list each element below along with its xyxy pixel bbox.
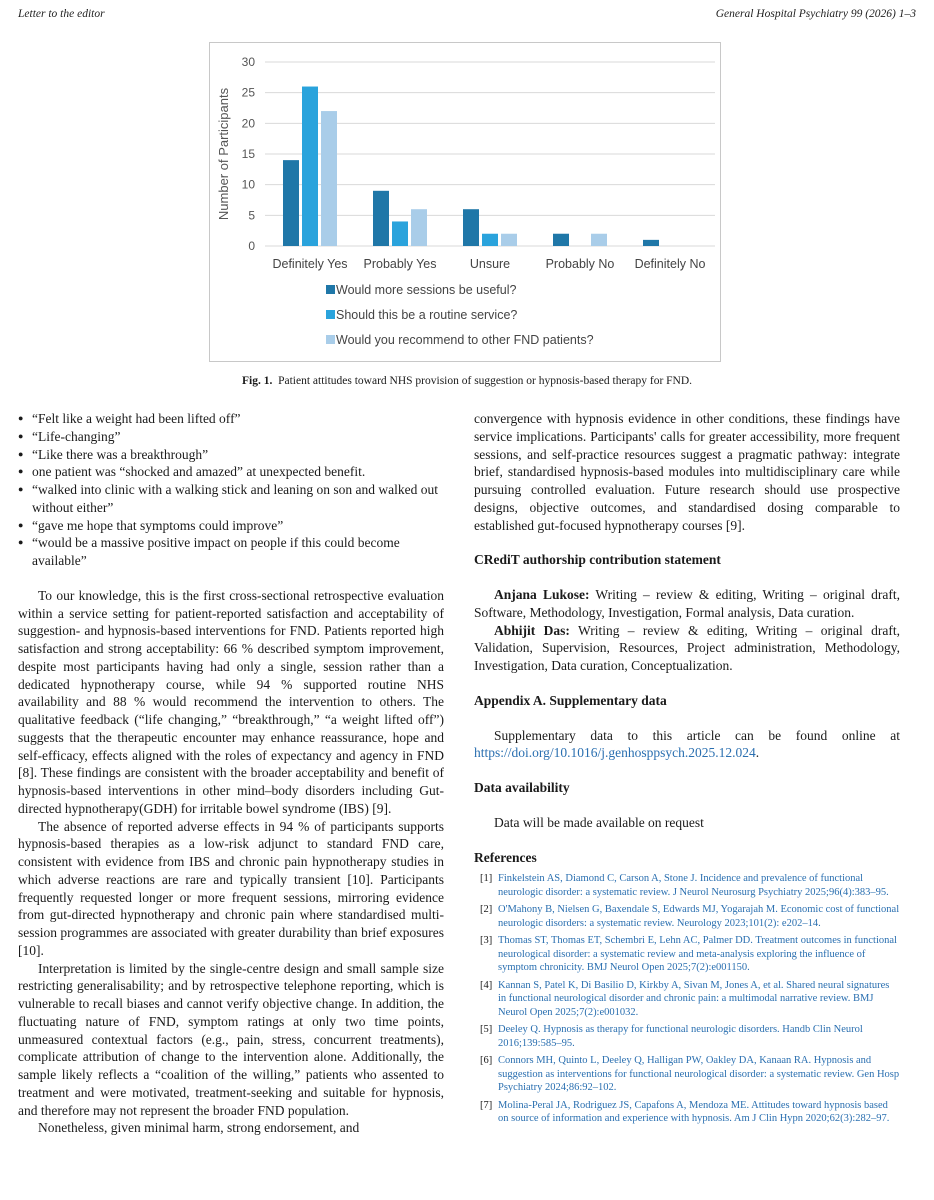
- supplementary-link[interactable]: https://doi.org/10.1016/j.genhosppsych.2025.12.024: [474, 745, 756, 761]
- data-availability-heading: Data availability: [474, 780, 570, 795]
- reference-text[interactable]: Connors MH, Quinto L, Deeley Q, Halligan PW, Oakley DA, Kanaan RA. Hypnosis and suggestion as interventions for functional neurological disorder: a systematic review. Gen Hosp Psychiatry 2024;86:92–102.: [498, 1055, 900, 1094]
- bar: [321, 111, 337, 246]
- appendix-text: Supplementary data to this article can be found online at https://doi.org/10.1016/j.genhosppsych.2025.12.024.: [474, 727, 900, 761]
- reference-item[interactable]: [474, 1099, 900, 1126]
- running-header: [18, 8, 916, 24]
- journal-citation: General Hospital Psychiatry 99 (2026) 1–3: [715, 8, 916, 20]
- reference-text[interactable]: O'Mahony B, Nielsen G, Baxendale S, Edwards MJ, Yogarajah M. Economic cost of functional neurologic disorders: a systematic review. Neurology 2023;101(2): e202–14.: [498, 904, 900, 929]
- quote-item: ● “Felt like a weight had been lifted off”: [18, 410, 444, 428]
- credit-heading: CRediT authorship contribution statement: [474, 552, 721, 568]
- figure-caption-text: Patient attitudes toward NHS provision of suggestion or hypnosis-based therapy for FND.: [278, 375, 693, 387]
- author-contribution-2: [474, 622, 900, 675]
- y-tick-label: 25: [241, 85, 255, 100]
- reference-number: [4]: [480, 979, 493, 991]
- author-name: Abhijit Das:: [494, 622, 570, 638]
- x-tick-label: Probably Yes: [363, 257, 437, 271]
- x-tick-label: Definitely Yes: [272, 257, 348, 271]
- reference-text[interactable]: Thomas ST, Thomas ET, Schembri E, Lehn AC, Palmer DD. Treatment outcomes in functional neurological disorder: a systematic review and meta-analysis exploring the influence of symptom chronicity. BMJ Neurol Open 2025;7(2):e001150.: [498, 935, 897, 974]
- reference-number: [7]: [480, 1099, 493, 1111]
- bar: [373, 191, 389, 246]
- legend-swatch: [326, 285, 335, 294]
- reference-text[interactable]: Molina-Peral JA, Rodriguez JS, Capafons A, Mendoza ME. Attitudes toward hypnosis based on source of information and experience with hypnosis. Am J Clin Hypn 2020;62(3):282–97.: [498, 1099, 890, 1125]
- quote-item: ● “Like there was a breakthrough”: [18, 446, 444, 464]
- quote-item: ● “Life-changing”: [18, 428, 444, 446]
- references-heading: References: [474, 849, 537, 865]
- legend-swatch: [326, 310, 335, 319]
- x-tick-label: Unsure: [469, 257, 511, 271]
- x-tick-label: Probably No: [545, 257, 615, 271]
- reference-text[interactable]: Finkelstein AS, Diamond C, Carson A, Stone J. Incidence and prevalence of functional neurologic disorder: a systematic review. J Neurol Neurosurg Psychiatry 2025;96(4):383–95.: [498, 873, 889, 898]
- discussion-paragraph-continued: convergence with hypnosis evidence in other conditions, these findings have service implications. Participants' calls for greater accessibility, more frequent sessions, and self-practice resources suggest a pragmatic pathway: integrate brief, standardised hypnosis-based modules into multidisciplinary care while pursuing controlled evaluation. Future research should use prospective designs, objective outcomes, and standardised dosing comparable to established gut-focused hypnotherapy courses [9].: [474, 411, 900, 533]
- y-tick-label: 5: [248, 208, 255, 223]
- figure-caption: [0, 375, 934, 387]
- left-column: [18, 410, 444, 1190]
- quote-item: ● one patient was “shocked and amazed” at unexpected benefit.: [18, 463, 444, 481]
- quote-item: ● “walked into clinic with a walking stick and leaning on son and walked out without either”: [18, 481, 444, 517]
- x-tick-label: Definitely No: [634, 257, 706, 271]
- appendix-heading: Appendix A. Supplementary data: [474, 692, 667, 708]
- bar-chart: [210, 43, 722, 363]
- discussion-paragraph-2: The absence of reported adverse effects in 94 % of participants supports hypnosis-based therapies as a low-risk adjunct to standard FND care, consistent with evidence from IBS and chronic pain hypnotherapy studies in which adverse reactions are rare and typically transient [10]. Participants frequently requested longer or more frequent sessions, mirroring evidence from gut-directed hypnotherapy and chronic pain where standardised multi-session programmes are associated with greater durability than brief exposures [10].: [18, 818, 444, 958]
- reference-item[interactable]: [474, 979, 900, 1020]
- bar: [553, 234, 569, 246]
- bar: [482, 234, 498, 246]
- reference-item[interactable]: [474, 1054, 900, 1095]
- reference-number: [6]: [480, 1055, 493, 1067]
- y-axis-label: Number of Participants: [216, 87, 231, 221]
- appendix-sentence: Supplementary data to this article can be found online at: [494, 727, 900, 743]
- reference-number: [5]: [480, 1024, 493, 1036]
- bar: [411, 209, 427, 246]
- legend-swatch: [326, 335, 335, 344]
- reference-text[interactable]: Kannan S, Patel K, Di Basilio D, Kirkby A, Sivan M, Jones A, et al. Shared neural signatures in functional neurological disorder and chronic pain: a multimodal narrative review. BMJ Neurol Open 2025;7(2):e001032.: [498, 979, 890, 1018]
- y-tick-label: 15: [241, 147, 255, 161]
- legend-label: Should this be a routine service?: [336, 308, 518, 322]
- bar: [643, 240, 659, 246]
- reference-text[interactable]: Deeley Q. Hypnosis as therapy for functional neurologic disorders. Handb Clin Neurol 2016;139:585–95.: [498, 1024, 863, 1049]
- reference-number: [3]: [480, 935, 493, 947]
- article-type: Letter to the editor: [18, 8, 105, 20]
- bar: [283, 160, 299, 246]
- bar: [463, 209, 479, 246]
- quote-list: [18, 410, 444, 570]
- author-name: Anjana Lukose:: [494, 587, 590, 602]
- bar: [302, 87, 318, 246]
- data-availability-text: Data will be made available on request: [494, 814, 704, 830]
- reference-item[interactable]: [474, 1023, 900, 1050]
- bar: [591, 234, 607, 246]
- quote-item: ● “gave me hope that symptoms could improve”: [18, 517, 444, 535]
- discussion-paragraph-1: To our knowledge, this is the first cross-sectional retrospective evaluation within a service setting for patient-reported satisfaction and acceptability of suggestion- and hypnosis-based interventions for FND. Patients reported high satisfaction and strong acceptability: 66 % described symptom improvement, despite most participants having had only a single, session rather than a dedicated hypnotherapy course, while 94 % supported routine NHS availability and 88 % would recommend the intervention to others. The qualitative feedback (“life changing,” “breakthrough,” “a weight lifted off”) suggests that the therapeutic encounter may enhance reassurance, hope and self-efficacy, effects aligned with the roles of expectancy and agency in FND [8]. These findings are consistent with the broader acceptability and benefit of hypnosis-based interventions in other mind–body disorders including Gut-directed hypnotherapy(GDH) for irritable bowel syndrome (IBS) [9].: [18, 587, 444, 816]
- reference-list: [474, 872, 900, 1126]
- legend-label: Would you recommend to other FND patients?: [336, 333, 594, 347]
- y-tick-label: 20: [241, 116, 255, 131]
- bar: [392, 221, 408, 246]
- y-tick-label: 30: [241, 55, 255, 69]
- y-tick-label: 10: [241, 177, 255, 192]
- author-contribution-1: [474, 586, 900, 622]
- discussion-paragraph-3: Interpretation is limited by the single-centre design and small sample size restricting generalisability; and by retrospective telephone reporting, which is vulnerable to recall biases and cannot verify objective change. In addition, the fluctuating nature of FND, symptom ratings at only two time points, unmeasured contextual factors (e.g., pain, stress, concurrent treatments), complicate attribution of change to the intervention alone. Additionally, the sample likely reflects a “coalition of the willing,” patients who assented to treatment and were motivated, treatment-seeking and suitable for hypnosis, and therefore may not represent the broader FND population.: [18, 960, 444, 1118]
- legend-label: Would more sessions be useful?: [336, 283, 517, 297]
- reference-item[interactable]: [474, 934, 900, 975]
- author-roles: Writing – review & editing, Writing – original draft, Software, Methodology, Investigation, Formal analysis, Data curation.: [474, 587, 900, 620]
- right-column: [474, 410, 900, 1190]
- discussion-paragraph-4: Nonetheless, given minimal harm, strong endorsement, and: [38, 1120, 360, 1136]
- figure-label: Fig. 1.: [241, 375, 273, 387]
- reference-number: [1]: [480, 873, 493, 885]
- author-roles: Writing – review & editing, Writing – original draft, Validation, Supervision, Resources, Project administration, Methodology, Investigation, Data curation, Conceptualization.: [474, 622, 900, 673]
- figure-chart: [209, 42, 721, 362]
- quote-item: ● “would be a massive positive impact on people if this could become available”: [18, 534, 444, 570]
- reference-item[interactable]: [474, 872, 900, 899]
- y-tick-label: 0: [248, 239, 255, 253]
- bar: [501, 234, 517, 246]
- reference-number: [2]: [480, 904, 493, 916]
- reference-item[interactable]: [474, 903, 900, 930]
